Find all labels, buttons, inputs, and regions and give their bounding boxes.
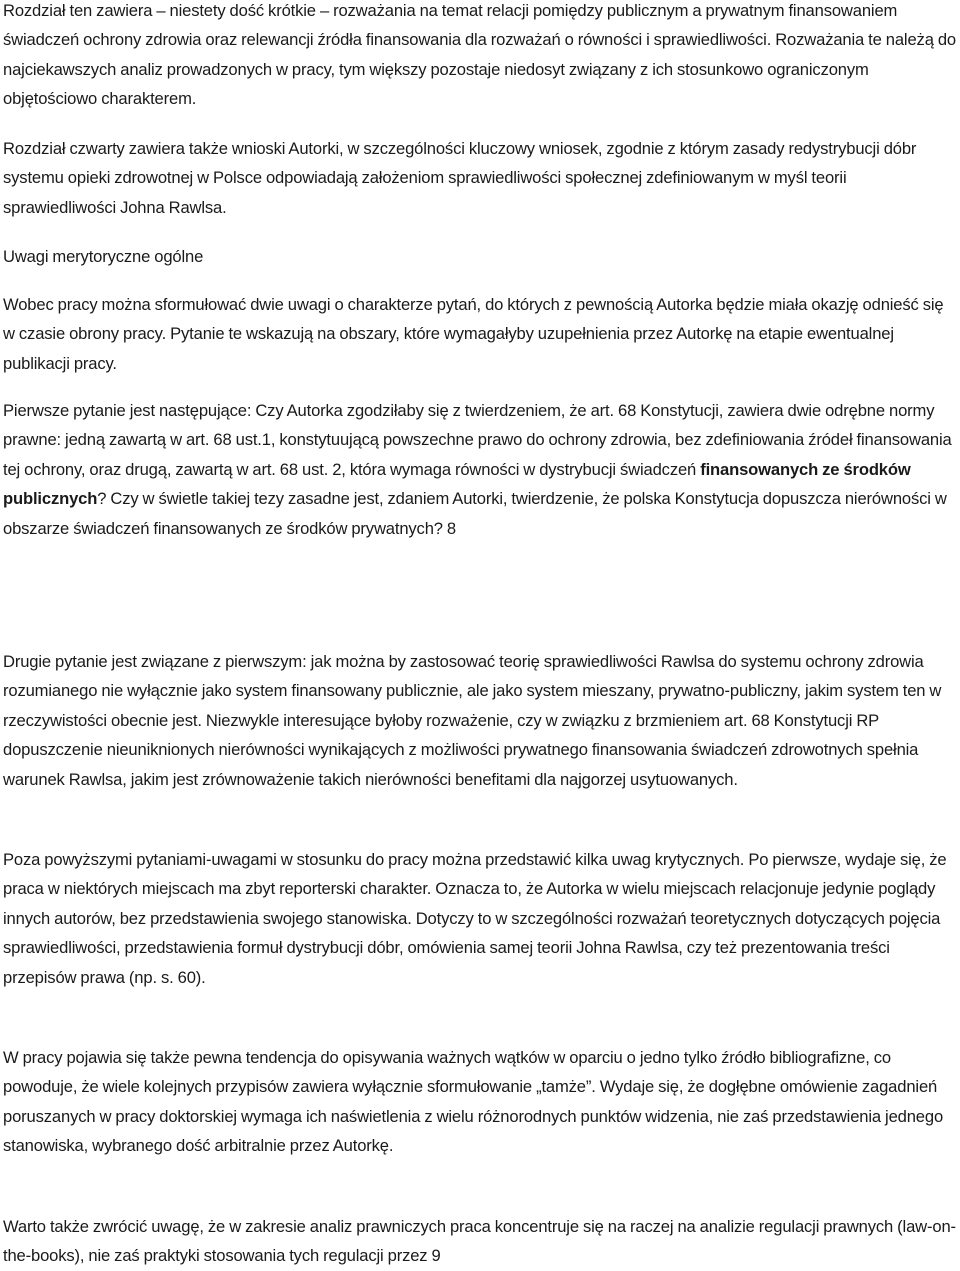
paragraph-two-questions-intro: Wobec pracy można sformułować dwie uwagi o charakterze pytań, do których z pewnością Autorka będzie miała okazję odnieść się w czasie obrony pracy. Pytanie te wskazują na obszary, które wymagałyby uzupełnienia przez Autorkę na etapie ewentualnej publikacji pracy. bbox=[3, 295, 944, 373]
paragraph-chapter-summary: Rozdział ten zawiera – niestety dość krótkie – rozważania na temat relacji pomiędzy publicznym a prywatnym finansowaniem świadczeń ochrony zdrowia oraz relewancji źródła finansowania dla rozważań o równości i sprawiedliwości. Rozważania te należą do najciekawszych analiz prowadzonych w pracy, tym większy pozostaje niedosyt związany z ich stosunkowo ograniczonym objętościowo charakterem. bbox=[3, 1, 956, 109]
paragraph-first-question bbox=[3, 396, 958, 543]
section-heading-general-remarks: Uwagi merytoryczne ogólne bbox=[3, 247, 204, 266]
paragraph-second-question: Drugie pytanie jest związane z pierwszym: jak można by zastosować teorię sprawiedliwości Rawlsa do systemu ochrony zdrowia rozumianego nie wyłącznie jako system finansowany publicznie, ale jako system mieszany, prywatno-publiczny, jakim system ten w rzeczywistości obecnie jest. Niezwykle interesujące byłoby rozważenie, czy w związku z brzmieniem art. 68 Konstytucji RP dopuszczenie nieuniknionych nierówności wynikających z możliwości prywatnego finansowania świadczeń zdrowotnych spełnia warunek Rawlsa, jakim jest zrównoważenie takich nierówności benefitami dla najgorzej usytuowanych. bbox=[3, 652, 942, 789]
first-question-text-after: ? Czy w świetle takiej tezy zasadne jest, zdaniem Autorki, twierdzenie, że polska Konstytucja dopuszcza nierówności w obszarze świadczeń finansowanych ze środków prywatnych? 8 bbox=[3, 489, 947, 538]
paragraph-chapter-four-conclusions: Rozdział czwarty zawiera także wnioski Autorki, w szczególności kluczowy wniosek, zgodnie z którym zasady redystrybucji dóbr systemu opieki zdrowotnej w Polsce odpowiadają założeniom sprawiedliwości społecznej zdefiniowanym w myśl teorii sprawiedliwości Johna Rawlsa. bbox=[3, 139, 917, 217]
first-question-bold-text: finansowanych ze środków publicznych bbox=[3, 459, 911, 509]
first-question-text-before: Pierwsze pytanie jest następujące: Czy Autorka zgodziłaby się z twierdzeniem, że art. 68 Konstytucji, zawiera dwie odrębne normy prawne: jedną zawartą w art. 68 ust.1, konstytuującą powszechne prawo do ochrony zdrowia, bez zdefiniowania źródeł finansowania tej ochrony, oraz drugą, zawartą w art. 68 ust. 2, która wymaga równości w dystrybucji świadczeń bbox=[3, 401, 952, 479]
paragraph-single-source-tendency: W pracy pojawia się także pewna tendencja do opisywania ważnych wątków w oparciu o jedno tylko źródło bibliografizne, co powoduje, że wiele kolejnych przypisów zawiera wyłącznie sformułowanie „tamże”. Wydaje się, że dogłębne omówienie zagadnień poruszanych w pracy doktorskiej wymaga ich naświetlenia z wielu różnorodnych punktów widzenia, nie zaś przedstawienia jednego stanowiska, wybranego dość arbitralnie przez Autorkę. bbox=[3, 1048, 944, 1156]
paragraph-legal-analysis-note: Warto także zwrócić uwagę, że w zakresie analiz prawniczych praca koncentruje się na raczej na analizie regulacji prawnych (law-on-the-books), nie zaś praktyki stosowania tych regulacji przez 9 bbox=[3, 1217, 956, 1266]
paragraph-critical-remarks: Poza powyższymi pytaniami-uwagami w stosunku do pracy można przedstawić kilka uwag krytycznych. Po pierwsze, wydaje się, że praca w niektórych miejscach ma zbyt reporterski charakter. Oznacza to, że Autorka w wielu miejscach relacjonuje jedynie poglądy innych autorów, bez przedstawienia swojego stanowiska. Dotyczy to w szczególności rozważań teoretycznych dotyczących pojęcia sprawiedliwości, przedstawienia formuł dystrybucji dóbr, omówienia samej teorii Johna Rawlsa, czy też prezentowania treści przepisów prawa (np. s. 60). bbox=[3, 850, 947, 987]
